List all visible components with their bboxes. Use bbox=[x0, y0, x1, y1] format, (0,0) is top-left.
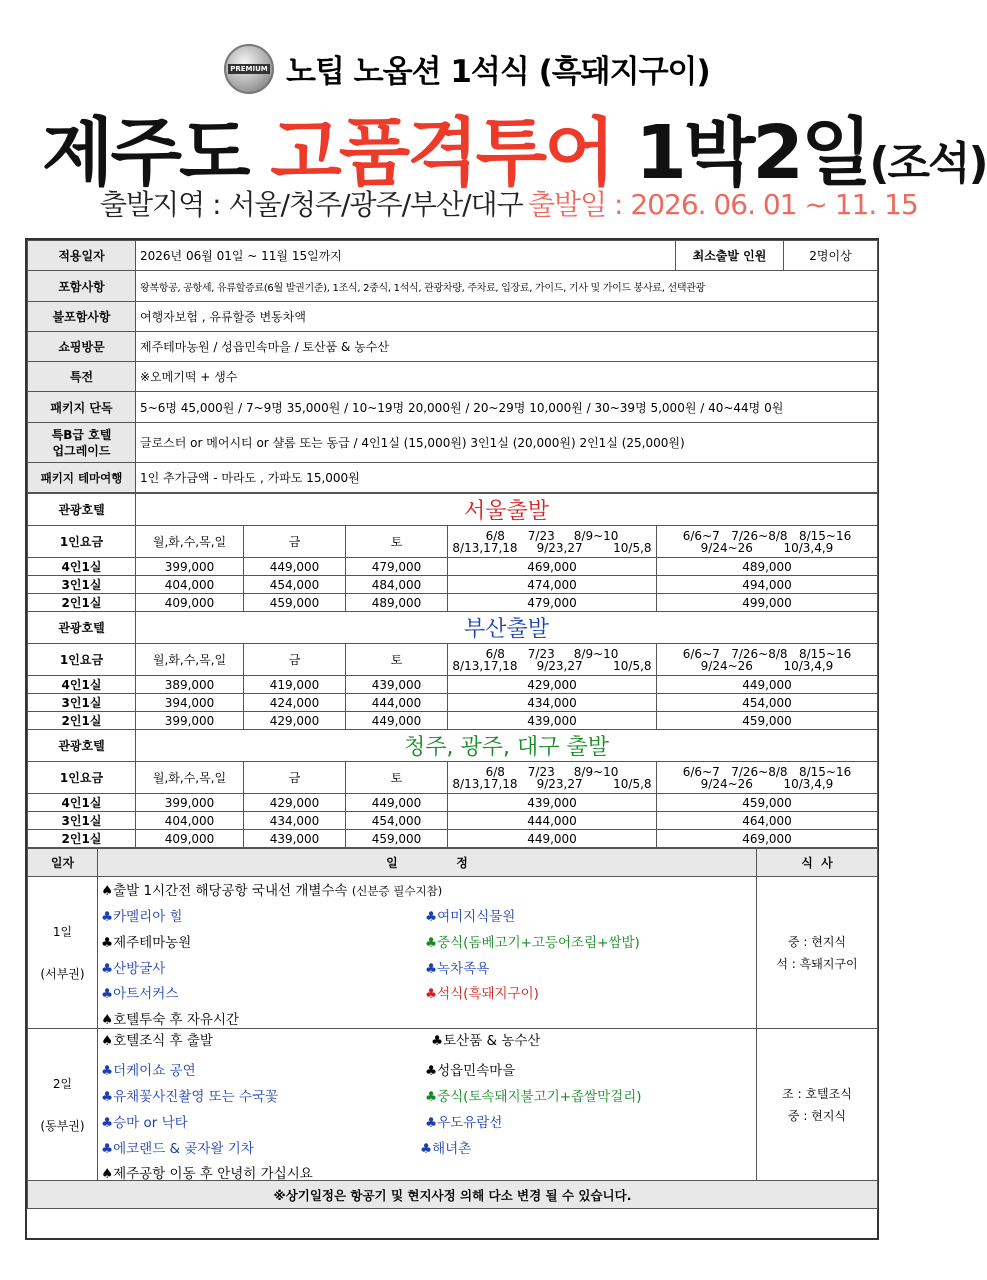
price-fri: 424,000 bbox=[244, 694, 346, 712]
price-peak1: 429,000 bbox=[448, 676, 657, 694]
day2-item-a1: ♣더케이쇼 공연 bbox=[101, 1063, 196, 1079]
price-peak1: 434,000 bbox=[448, 694, 657, 712]
region-title: 부산출발 bbox=[136, 612, 878, 644]
include-value: 왕복항공, 공항세, 유류할증료(6월 발권기준), 1조식, 2중식, 1석식, 관광차량, 주차료, 입장료, 가이드, 기사 및 가이드 봉사료, 선택관광 bbox=[136, 271, 878, 302]
price-region-row bbox=[28, 494, 878, 526]
price-sat: 479,000 bbox=[346, 558, 448, 576]
person-label: 1인요금 bbox=[28, 762, 136, 794]
col-weekday: 월,화,수,목,일 bbox=[136, 762, 244, 794]
person-label: 1인요금 bbox=[28, 644, 136, 676]
person-label: 1인요금 bbox=[28, 526, 136, 558]
col-peak1: 6/8 7/23 8/9~10 8/13,17,18 9/23,27 10/5,8 bbox=[448, 644, 657, 676]
price-fri: 454,000 bbox=[244, 576, 346, 594]
exclude-value: 여행자보험 , 유류할증 변동차액 bbox=[136, 302, 878, 332]
room-type: 3인1실 bbox=[28, 576, 136, 594]
price-weekday: 404,000 bbox=[136, 576, 244, 594]
price-sat: 489,000 bbox=[346, 594, 448, 612]
col-peak1: 6/8 7/23 8/9~10 8/13,17,18 9/23,27 10/5,8 bbox=[448, 762, 657, 794]
day2-cell bbox=[28, 1029, 98, 1181]
day2-item-b2: ♣중식(토속돼지불고기+좁쌀막걸리) bbox=[425, 1089, 642, 1105]
price-weekday: 399,000 bbox=[136, 794, 244, 812]
region-title: 청주, 광주, 대구 출발 bbox=[136, 730, 878, 762]
schedule-table bbox=[27, 848, 878, 1209]
day2-item-a2: ♣유채꽃사진촬영 또는 수국꽃 bbox=[101, 1089, 279, 1105]
col-fri: 금 bbox=[244, 762, 346, 794]
day2-item-a4: ♣에코랜드 & 곶자왈 기차 bbox=[101, 1141, 254, 1157]
day2-item-b0: ♣토산품 & 농수산 bbox=[431, 1033, 541, 1049]
price-peak2: 459,000 bbox=[657, 794, 878, 812]
price-weekday: 399,000 bbox=[136, 558, 244, 576]
day1-label: 1일 bbox=[52, 924, 73, 939]
price-row bbox=[28, 712, 878, 730]
title-duration: 1박2일 bbox=[612, 110, 870, 196]
upgrade-label bbox=[28, 423, 136, 463]
price-peak1: 444,000 bbox=[448, 812, 657, 830]
day1-line1-text: ♠출발 1시간전 해당공항 국내선 개별수속 bbox=[101, 883, 348, 899]
hotel-label: 관광호텔 bbox=[28, 612, 136, 644]
price-header-row bbox=[28, 526, 878, 558]
day2-item-a0: ♠호텔조식 후 출발 bbox=[101, 1033, 213, 1049]
price-weekday: 389,000 bbox=[136, 676, 244, 694]
exclude-label: 불포함사항 bbox=[28, 302, 136, 332]
price-row bbox=[28, 694, 878, 712]
price-row bbox=[28, 594, 878, 612]
departure-region: 출발지역 : 서울/청주/광주/부산/대구 bbox=[100, 188, 523, 221]
room-type: 3인1실 bbox=[28, 694, 136, 712]
page-header bbox=[0, 0, 987, 235]
day1-last: ♠호텔투숙 후 자유시간 bbox=[101, 1012, 240, 1028]
price-peak1: 439,000 bbox=[448, 794, 657, 812]
col-sat: 토 bbox=[346, 762, 448, 794]
region-title: 서울출발 bbox=[136, 494, 878, 526]
badge-text: PREMIUM bbox=[230, 65, 268, 73]
price-peak1: 469,000 bbox=[448, 558, 657, 576]
schedule-meal-header: 식 사 bbox=[757, 849, 878, 877]
price-fri: 429,000 bbox=[244, 712, 346, 730]
upgrade-value: 글로스터 or 메어시티 or 샬롬 또는 동급 / 4인1실 (15,000원) 3인1실 (20,000원) 2인1실 (25,000원) bbox=[136, 423, 878, 463]
day1-item-a2: ♣제주테마농원 bbox=[101, 935, 192, 951]
room-type: 4인1실 bbox=[28, 558, 136, 576]
day2-itinerary bbox=[98, 1029, 757, 1181]
day1-line1-note: (신분증 필수지참) bbox=[351, 884, 443, 898]
title-meals: (조석) bbox=[869, 138, 987, 189]
price-sat: 459,000 bbox=[346, 830, 448, 848]
col-fri: 금 bbox=[244, 644, 346, 676]
min-value: 2명이상 bbox=[784, 241, 878, 271]
price-peak2: 499,000 bbox=[657, 594, 878, 612]
day1-line1 bbox=[101, 879, 442, 899]
price-fri: 434,000 bbox=[244, 812, 346, 830]
col-weekday: 월,화,수,목,일 bbox=[136, 644, 244, 676]
price-peak2: 454,000 bbox=[657, 694, 878, 712]
price-table bbox=[27, 493, 878, 848]
col-weekday: 월,화,수,목,일 bbox=[136, 526, 244, 558]
price-sat: 454,000 bbox=[346, 812, 448, 830]
room-type: 2인1실 bbox=[28, 594, 136, 612]
price-peak2: 459,000 bbox=[657, 712, 878, 730]
day2-item-b3: ♣우도유람선 bbox=[425, 1115, 503, 1131]
price-peak1: 439,000 bbox=[448, 712, 657, 730]
subtitle: 노팁 노옵션 1석식 (흑돼지구이) bbox=[286, 54, 710, 90]
price-weekday: 409,000 bbox=[136, 594, 244, 612]
price-peak1: 479,000 bbox=[448, 594, 657, 612]
day1-meal-lunch: 중 : 현지식 bbox=[787, 934, 847, 949]
day2-meal-lunch: 중 : 현지식 bbox=[787, 1108, 847, 1123]
premium-badge-icon bbox=[224, 44, 274, 94]
day1-item-b3: ♣녹차족욕 bbox=[425, 961, 490, 977]
day1-itinerary bbox=[98, 877, 757, 1029]
room-type: 4인1실 bbox=[28, 794, 136, 812]
col-sat: 토 bbox=[346, 644, 448, 676]
theme-value: 1인 추가금액 - 마라도 , 가파도 15,000원 bbox=[136, 463, 878, 493]
day2-area: (동부권) bbox=[40, 1118, 85, 1133]
day1-meal-dinner: 석 : 흑돼지구이 bbox=[776, 956, 858, 971]
price-sat: 439,000 bbox=[346, 676, 448, 694]
price-sat: 484,000 bbox=[346, 576, 448, 594]
departure-date: 출발일 : 2026. 06. 01 ~ 11. 15 bbox=[528, 188, 918, 221]
price-header-row bbox=[28, 762, 878, 794]
apply-label: 적용일자 bbox=[28, 241, 136, 271]
shopping-value: 제주테마농원 / 성읍민속마을 / 토산품 & 농수산 bbox=[136, 332, 878, 362]
price-peak2: 469,000 bbox=[657, 830, 878, 848]
day1-area: (서부권) bbox=[40, 966, 85, 981]
tour-table-frame bbox=[25, 238, 879, 1240]
info-table bbox=[27, 240, 878, 493]
col-fri: 금 bbox=[244, 526, 346, 558]
col-sat: 토 bbox=[346, 526, 448, 558]
price-region-row bbox=[28, 730, 878, 762]
day2-meal-breakfast: 조 : 호텔조식 bbox=[782, 1086, 852, 1101]
day2-meals bbox=[757, 1029, 878, 1181]
price-weekday: 394,000 bbox=[136, 694, 244, 712]
apply-value: 2026년 06월 01일 ~ 11월 15일까지 bbox=[136, 241, 676, 271]
room-type: 4인1실 bbox=[28, 676, 136, 694]
price-fri: 459,000 bbox=[244, 594, 346, 612]
hotel-label: 관광호텔 bbox=[28, 494, 136, 526]
title-highlight: 고품격투어 bbox=[270, 110, 613, 196]
day2-item-b4: ♣해녀촌 bbox=[420, 1141, 472, 1157]
day1-cell bbox=[28, 877, 98, 1029]
day1-item-b2: ♣중식(돔베고기+고등어조림+쌈밥) bbox=[425, 935, 640, 951]
day1-meals bbox=[757, 877, 878, 1029]
day2-item-a3: ♣승마 or 낙타 bbox=[101, 1115, 188, 1131]
price-header-row bbox=[28, 644, 878, 676]
package-value: 5~6명 45,000원 / 7~9명 35,000원 / 10~19명 20,000원 / 20~29명 10,000원 / 30~39명 5,000원 / 40~44명 0원 bbox=[136, 392, 878, 423]
col-peak2: 6/6~7 7/26~8/8 8/15~16 9/24~26 10/3,4,9 bbox=[657, 644, 878, 676]
title-destination: 제주도 bbox=[42, 110, 271, 196]
price-fri: 419,000 bbox=[244, 676, 346, 694]
min-label: 최소출발 인원 bbox=[676, 241, 784, 271]
price-sat: 444,000 bbox=[346, 694, 448, 712]
day1-item-b4: ♣석식(흑돼지구이) bbox=[425, 986, 539, 1002]
schedule-day-header: 일자 bbox=[28, 849, 98, 877]
day1-item-a1: ♣카멜리아 힐 bbox=[101, 909, 183, 925]
price-weekday: 399,000 bbox=[136, 712, 244, 730]
day2-item-b1: ♣성읍민속마을 bbox=[425, 1063, 516, 1079]
price-peak1: 474,000 bbox=[448, 576, 657, 594]
price-sat: 449,000 bbox=[346, 712, 448, 730]
price-peak2: 449,000 bbox=[657, 676, 878, 694]
hotel-label: 관광호텔 bbox=[28, 730, 136, 762]
room-type: 2인1실 bbox=[28, 712, 136, 730]
price-peak2: 494,000 bbox=[657, 576, 878, 594]
day2-last: ♠제주공항 이동 후 안녕히 가십시요 bbox=[101, 1166, 313, 1182]
price-fri: 449,000 bbox=[244, 558, 346, 576]
price-row bbox=[28, 794, 878, 812]
price-weekday: 409,000 bbox=[136, 830, 244, 848]
price-row bbox=[28, 676, 878, 694]
price-row bbox=[28, 830, 878, 848]
price-region-row bbox=[28, 612, 878, 644]
price-row bbox=[28, 576, 878, 594]
price-fri: 429,000 bbox=[244, 794, 346, 812]
col-peak2: 6/6~7 7/26~8/8 8/15~16 9/24~26 10/3,4,9 bbox=[657, 526, 878, 558]
price-weekday: 404,000 bbox=[136, 812, 244, 830]
room-type: 2인1실 bbox=[28, 830, 136, 848]
include-label: 포함사항 bbox=[28, 271, 136, 302]
upgrade-label-line1: 특B급 호텔 bbox=[51, 427, 112, 442]
schedule-footnote: ※상기일정은 항공기 및 현지사정 의해 다소 변경 될 수 있습니다. bbox=[28, 1181, 878, 1209]
col-peak2: 6/6~7 7/26~8/8 8/15~16 9/24~26 10/3,4,9 bbox=[657, 762, 878, 794]
day1-item-a4: ♣아트서커스 bbox=[101, 986, 179, 1002]
theme-label: 패키지 테마여행 bbox=[28, 463, 136, 493]
price-sat: 449,000 bbox=[346, 794, 448, 812]
shopping-label: 쇼핑방문 bbox=[28, 332, 136, 362]
upgrade-label-line2: 업그레이드 bbox=[52, 443, 111, 458]
price-row bbox=[28, 558, 878, 576]
room-type: 3인1실 bbox=[28, 812, 136, 830]
col-peak1: 6/8 7/23 8/9~10 8/13,17,18 9/23,27 10/5,8 bbox=[448, 526, 657, 558]
price-peak2: 464,000 bbox=[657, 812, 878, 830]
price-peak2: 489,000 bbox=[657, 558, 878, 576]
day1-item-a3: ♣산방굴사 bbox=[101, 961, 166, 977]
day2-label: 2일 bbox=[52, 1076, 73, 1091]
price-fri: 439,000 bbox=[244, 830, 346, 848]
day1-item-b1: ♣여미지식물원 bbox=[425, 909, 516, 925]
benefit-label: 특전 bbox=[28, 362, 136, 392]
schedule-itinerary-header: 일 정 bbox=[98, 849, 757, 877]
price-peak1: 449,000 bbox=[448, 830, 657, 848]
package-label: 패키지 단독 bbox=[28, 392, 136, 423]
benefit-value: ※오메기떡 + 생수 bbox=[136, 362, 878, 392]
price-row bbox=[28, 812, 878, 830]
